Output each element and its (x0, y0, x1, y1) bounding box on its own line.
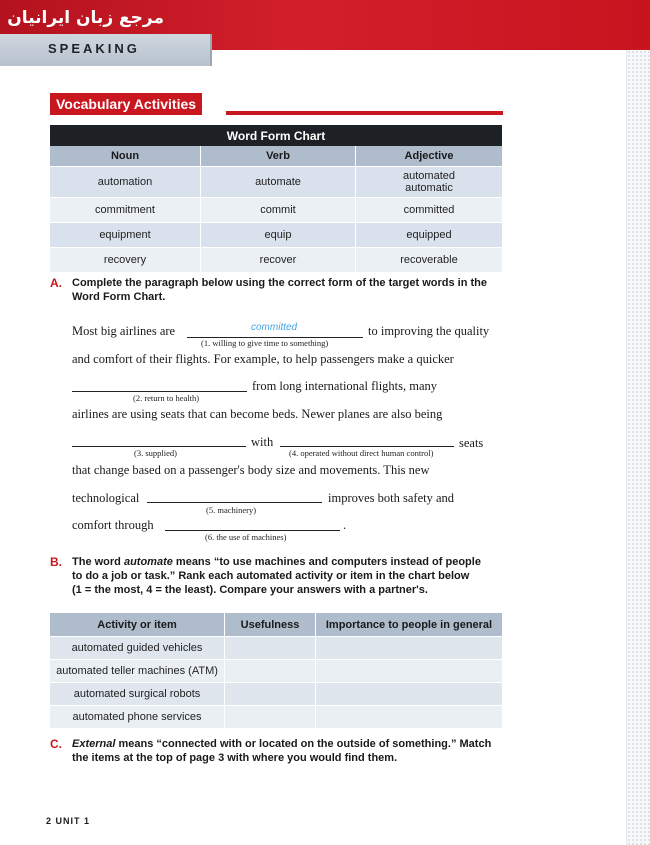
table-row (50, 660, 502, 683)
paragraph-line-2: and comfort of their flights. For example, to help passengers make a quicker (72, 352, 454, 366)
blank-5[interactable] (147, 501, 322, 503)
importance-cell[interactable] (316, 683, 503, 706)
section-tab-label: SPEAKING (48, 41, 140, 56)
blank-2[interactable] (72, 390, 247, 392)
adjective-cell: equipped (356, 223, 503, 248)
instruction-text: (1 = the most, 4 = the least). Compare your answers with a partner's. (72, 584, 428, 596)
instruction-keyword: External (72, 738, 116, 750)
instruction-text: to do a job or task.” Rank each automated activity or item in the chart below (72, 570, 470, 582)
noun-cell: equipment (50, 223, 201, 248)
importance-cell[interactable] (316, 637, 503, 660)
paragraph-line-1-start: Most big airlines are (72, 324, 176, 338)
exercise-b-letter: B. (50, 555, 62, 569)
blank-6[interactable] (165, 529, 340, 531)
adjective-cell (356, 167, 503, 198)
activity-cell: automated phone services (50, 706, 225, 729)
paragraph-line-5-end: seats (459, 436, 484, 450)
page-footer: 2 UNIT 1 (46, 816, 91, 826)
verb-cell: commit (201, 198, 356, 223)
section-title: Vocabulary Activities (50, 93, 202, 115)
paragraph-line-8-start: comfort through (72, 518, 154, 532)
column-header-activity: Activity or item (50, 613, 225, 637)
table-row (50, 198, 502, 223)
exercise-a-letter: A. (50, 276, 62, 290)
column-header-usefulness: Usefulness (225, 613, 316, 637)
exercise-b-instruction (72, 555, 522, 597)
noun-cell: automation (50, 167, 201, 198)
importance-cell[interactable] (316, 706, 503, 729)
table-row (50, 223, 502, 248)
paragraph-line-5-mid: with (251, 435, 274, 449)
column-header-verb: Verb (201, 146, 356, 167)
adjective-word: automatic (405, 182, 453, 194)
verb-cell: automate (201, 167, 356, 198)
usefulness-cell[interactable] (225, 706, 316, 729)
adjective-cell: committed (356, 198, 503, 223)
table-row (50, 248, 502, 273)
instruction-text: means “connected with or located on the outside of something.” Match (115, 738, 492, 750)
table-row (50, 683, 502, 706)
instruction-keyword: automate (123, 556, 173, 568)
exercise-c-letter: C. (50, 737, 62, 751)
paragraph-line-4: airlines are using seats that can become beds. Newer planes are also being (72, 407, 443, 421)
adjective-cell: recoverable (356, 248, 503, 273)
usefulness-cell[interactable] (225, 683, 316, 706)
activity-cell: automated teller machines (ATM) (50, 660, 225, 683)
column-header-adjective: Adjective (356, 146, 503, 167)
hint-2: (2. return to health) (133, 393, 200, 403)
hint-6: (6. the use of machines) (205, 532, 287, 542)
word-form-chart-caption: Word Form Chart (50, 125, 502, 146)
word-form-chart (50, 125, 502, 272)
hint-1: (1. willing to give time to something) (201, 338, 329, 348)
instruction-text: means “to use machines and computers instead of people (172, 556, 481, 568)
paragraph-line-8-end: . (343, 518, 347, 532)
noun-cell: commitment (50, 198, 201, 223)
activity-ranking-table (50, 613, 502, 728)
usefulness-cell[interactable] (225, 637, 316, 660)
brand-logo-text: مرجع زبان ایرانیان (7, 8, 164, 28)
activity-cell: automated guided vehicles (50, 637, 225, 660)
column-header-importance: Importance to people in general (316, 613, 503, 637)
paragraph-line-7-end: improves both safety and (328, 491, 455, 505)
exercise-c-instruction (72, 737, 522, 765)
hint-5: (5. machinery) (206, 505, 257, 515)
instruction-text: The word (72, 556, 124, 568)
noun-cell: recovery (50, 248, 201, 273)
paragraph-line-1-end: to improving the quality (368, 324, 490, 338)
adjective-word: automated (403, 170, 455, 182)
blank-3[interactable] (72, 445, 246, 447)
hint-3: (3. supplied) (134, 448, 177, 458)
page-edge-decoration (626, 50, 650, 845)
exercise-a-instruction: Complete the paragraph below using the correct form of the target words in the Word Form Chart. (72, 277, 487, 303)
usefulness-cell[interactable] (225, 660, 316, 683)
answer-1: committed (251, 322, 298, 333)
table-row (50, 706, 502, 729)
column-header-noun: Noun (50, 146, 201, 167)
verb-cell: recover (201, 248, 356, 273)
paragraph-line-7-start: technological (72, 491, 140, 505)
paragraph-line-6: that change based on a passenger's body size and movements. This new (72, 463, 430, 477)
verb-cell: equip (201, 223, 356, 248)
activity-cell: automated surgical robots (50, 683, 225, 706)
paragraph-line-3-end: from long international flights, many (252, 379, 438, 393)
table-row (50, 167, 502, 198)
blank-4[interactable] (280, 445, 454, 447)
table-row (50, 637, 502, 660)
section-title-rule (226, 111, 503, 115)
importance-cell[interactable] (316, 660, 503, 683)
instruction-text: the items at the top of page 3 with where you would find them. (72, 752, 398, 764)
hint-4: (4. operated without direct human control) (289, 448, 434, 458)
